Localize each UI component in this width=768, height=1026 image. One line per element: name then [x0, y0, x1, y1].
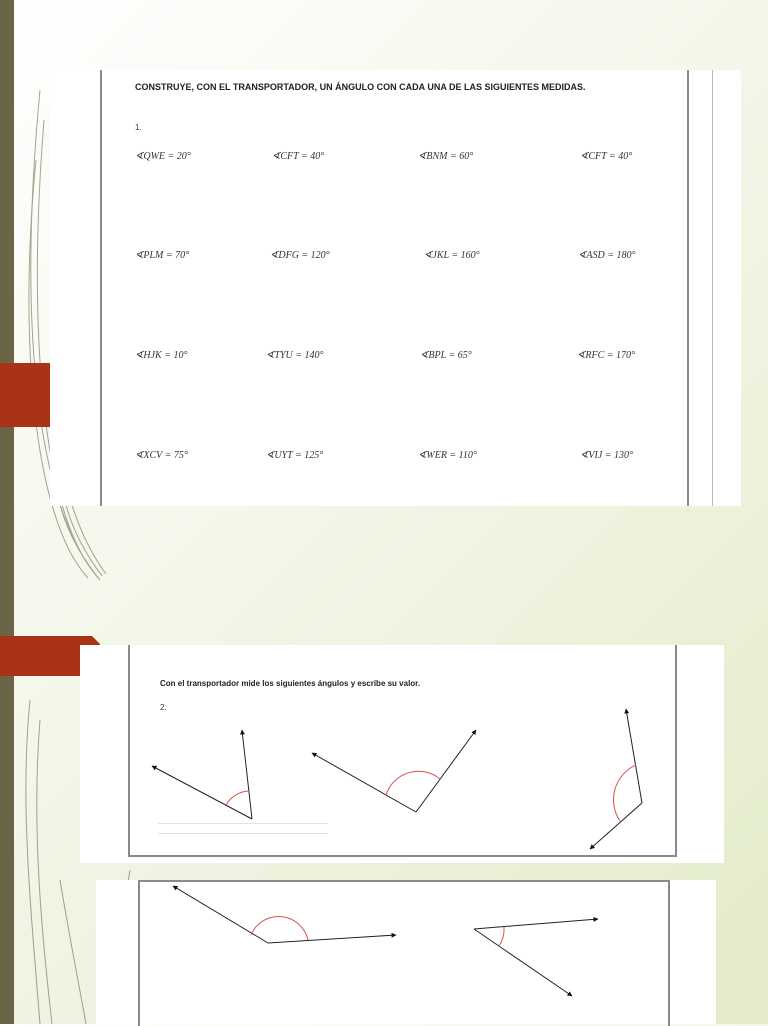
- angle-figure: [312, 730, 476, 812]
- angle-label: ∢PLM = 70°: [135, 250, 190, 261]
- angle-label: ∢CFT = 40°: [272, 151, 325, 162]
- angle-figure: [474, 919, 598, 996]
- left-decorative-bar: [0, 0, 14, 1024]
- worksheet-measure-angles: [80, 645, 724, 863]
- worksheet-instruction: Con el transportador mide los siguientes ángulos y escribe su valor.: [160, 679, 421, 688]
- worksheet-border: [712, 70, 713, 506]
- angle-label: ∢UYT = 125°: [266, 450, 324, 461]
- angle-label: ∢QWE = 20°: [135, 151, 191, 162]
- angle-label: ∢VIJ = 130°: [580, 450, 634, 461]
- worksheet-measure-angles-continued: [96, 880, 716, 1024]
- angle-label: ∢DFG = 120°: [270, 250, 330, 261]
- angle-label: ∢RFC = 170°: [577, 350, 636, 361]
- angle-label: ∢XCV = 75°: [135, 450, 188, 461]
- accent-block: [0, 363, 50, 427]
- angle-label: ∢JKL = 160°: [424, 250, 480, 261]
- angle-figure: [590, 709, 642, 849]
- angle-figure: [173, 886, 396, 943]
- worksheet-border: [100, 70, 689, 506]
- exercise-number: 1.: [135, 123, 142, 132]
- angle-label: ∢HJK = 10°: [135, 350, 188, 361]
- angle-label: ∢CFT = 40°: [580, 151, 633, 162]
- angle-label: ∢TYU = 140°: [266, 350, 324, 361]
- exercise-number: 2.: [160, 703, 167, 712]
- angle-label: ∢BPL = 65°: [420, 350, 472, 361]
- angle-diagrams: [96, 880, 716, 1024]
- angle-diagrams: [80, 645, 724, 863]
- angle-figure: [152, 730, 252, 819]
- worksheet-construct-angles: [50, 70, 741, 506]
- worksheet-instruction: CONSTRUYE, CON EL TRANSPORTADOR, UN ÁNGULO CON CADA UNA DE LAS SIGUIENTES MEDIDAS.: [135, 82, 586, 92]
- angle-label: ∢ASD = 180°: [578, 250, 636, 261]
- angle-label: ∢WER = 110°: [418, 450, 477, 461]
- angle-label: ∢BNM = 60°: [418, 151, 474, 162]
